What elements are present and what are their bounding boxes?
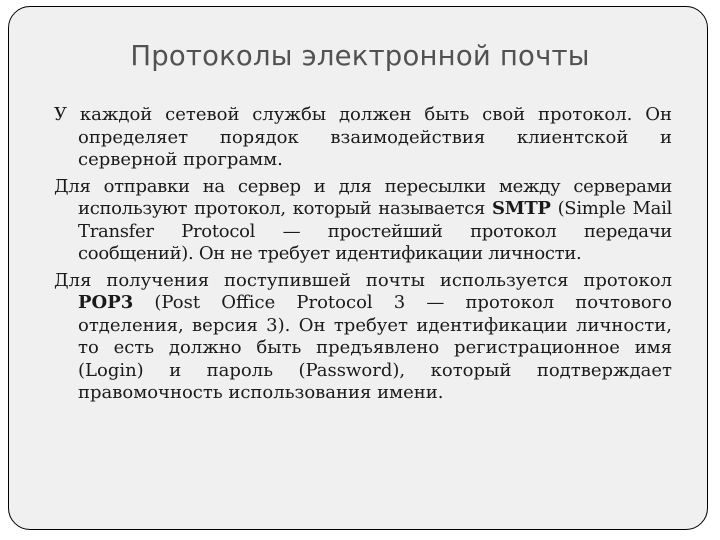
- paragraph-pop3: [54, 270, 672, 405]
- slide-title: Протоколы электронной почты: [130, 40, 590, 72]
- slide-body: [54, 104, 672, 409]
- smtp-text-before: Для отправки на сервер и для пересылки между серверами используют протокол, который называется: [54, 175, 672, 219]
- smtp-text-after: (Simple Mail Transfer Protocol — простейший протокол передачи сообщений). Он не требует идентификации личности.: [78, 198, 672, 264]
- smtp-term: SMTP: [492, 198, 551, 219]
- pop3-text-after: (Post Office Protocol 3 — протокол почтового отделения, версия 3). Он требует идентификации личности, то есть должно быть предъявлено регистрационное имя (Login) и пароль (Password), который подтверждает правомочность использования имени.: [78, 292, 672, 403]
- pop3-text-before: Для получения поступившей почты используется протокол: [54, 269, 672, 291]
- pop3-term: POP3: [78, 292, 134, 313]
- paragraph-smtp: [54, 176, 672, 266]
- paragraph-protocol-intro: У каждой сетевой службы должен быть свой протокол. Он определяет порядок взаимодействия клиентской и серверной программ.: [54, 104, 672, 170]
